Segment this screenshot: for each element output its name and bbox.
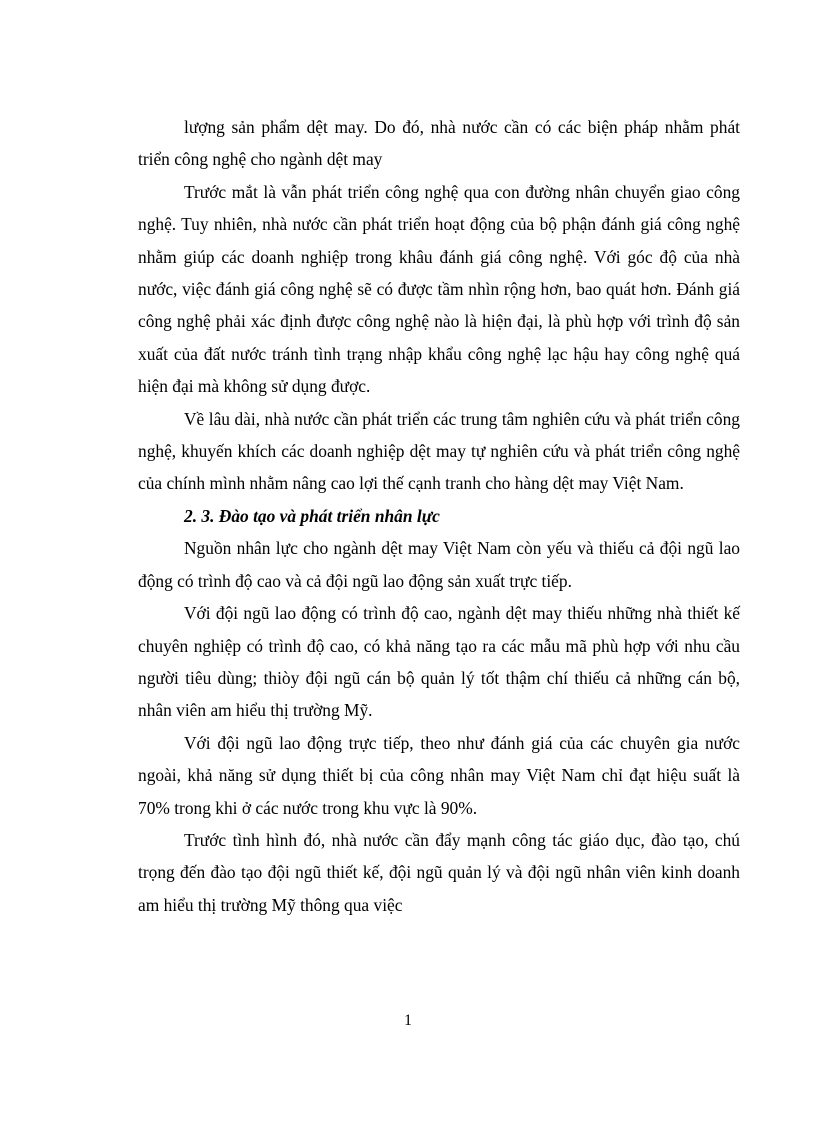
paragraph-skilled-workforce: Với đội ngũ lao động có trình độ cao, ngành dệt may thiếu những nhà thiết kế chuyên nghiệp có trình độ cao, có khả năng tạo ra các mẫu mã phù hợp với nhu cầu người tiêu dùng; thiòy đội ngũ cán bộ quản lý tốt thậm chí thiếu cả những cán bộ, nhân viên am hiểu thị trường Mỹ. xyxy=(138,603,740,721)
paragraph-direct-workforce: Với đội ngũ lao động trực tiếp, theo như đánh giá của các chuyên gia nước ngoài, khả năng sử dụng thiết bị của công nhân may Việt Nam chỉ đạt hiệu suất là 70% trong khi ở các nước trong khu vực là 90%. xyxy=(138,732,740,818)
paragraph-long-term-research: Về lâu dài, nhà nước cần phát triển các trung tâm nghiên cứu và phát triển công nghệ, khuyến khích các doanh nghiệp dệt may tự nghiên cứu và phát triển công nghệ của chính mình nhằm nâng cao lợi thế cạnh tranh cho hàng dệt may Việt Nam. xyxy=(138,408,740,494)
paragraph-human-resources: Nguồn nhân lực cho ngành dệt may Việt Nam còn yếu và thiếu cả đội ngũ lao động có trình độ cao và cả đội ngũ lao động sản xuất trực tiếp. xyxy=(138,538,740,591)
paragraph-education-training: Trước tình hình đó, nhà nước cần đẩy mạnh công tác giáo dục, đào tạo, chú trọng đến đào tạo đội ngũ thiết kế, đội ngũ quản lý và đội ngũ nhân viên kinh doanh am hiểu thị trường Mỹ thông qua việc xyxy=(138,829,740,915)
page-number: 1 xyxy=(404,1012,412,1029)
paragraph-continuation: lượng sản phẩm dệt may. Do đó, nhà nước cần có các biện pháp nhằm phát triển công nghệ cho ngành dệt may xyxy=(138,117,740,170)
paragraph-technology-transfer: Trước mắt là vẫn phát triển công nghệ qua con đường nhân chuyển giao công nghệ. Tuy nhiên, nhà nước cần phát triển hoạt động của bộ phận đánh giá công nghệ nhằm giúp các doanh nghiệp trong khâu đánh giá công nghệ. Với góc độ của nhà nước, việc đánh giá công nghệ sẽ có được tầm nhìn rộng hơn, bao quát hơn. Đánh giá công nghệ phải xác định được công nghệ nào là hiện đại, là phù hợp với trình độ sản xuất của đất nước tránh tình trạng nhập khẩu công nghệ lạc hậu hay công nghệ quá hiện đại mà không sử dụng được. xyxy=(138,181,740,397)
section-heading: 2. 3. Đào tạo và phát triển nhân lực xyxy=(184,505,440,526)
document-body xyxy=(138,111,740,921)
